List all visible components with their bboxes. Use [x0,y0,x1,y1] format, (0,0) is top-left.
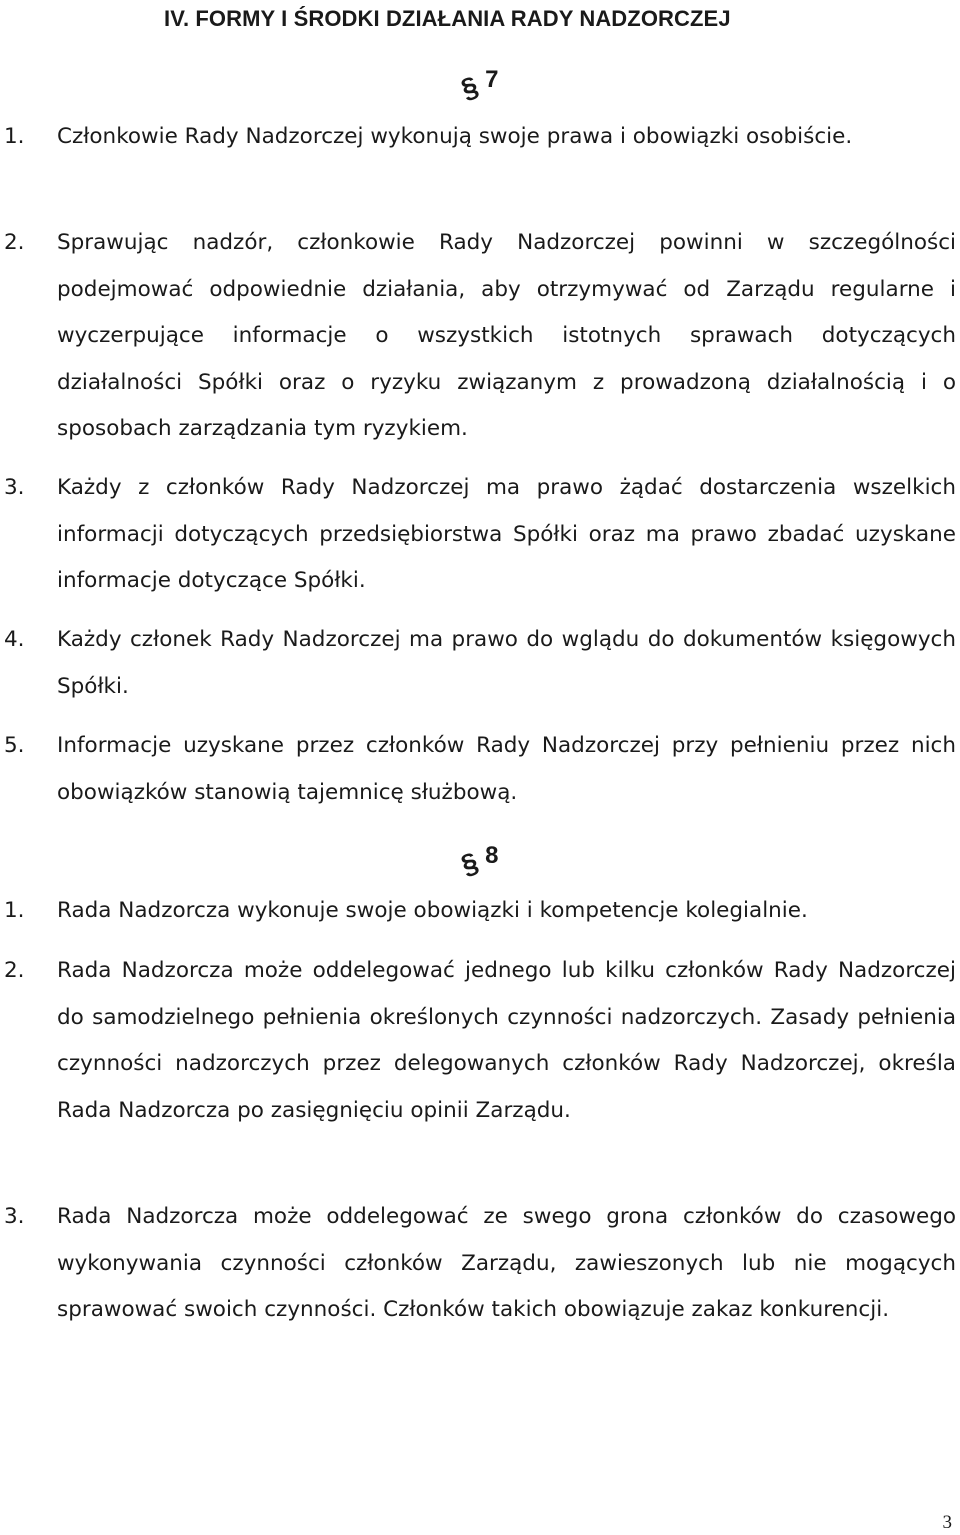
paragraph-text: Każdy z członków Rady Nadzorczej ma prawo żądać dostarczenia wszelkich informacji dotyczących przedsiębiorstwa Spółki oraz ma prawo zbadać uzyskane informacje dotyczące Spółki. [57,475,956,593]
paragraph-7-4 [0,617,956,710]
paragraph-7-2 [0,220,956,453]
paragraph-number: 3. [4,1204,25,1229]
paragraph-text: Rada Nadzorcza może oddelegować ze swego grona członków do czasowego wykonywania czynności członków Zarządu, zawieszonych lub nie mogących sprawować swoich czynności. Członków takich obowiązuje zakaz konkurencji. [57,1204,956,1322]
paragraph-number: 2. [4,230,25,255]
paragraph-7-1 [0,114,956,161]
paragraph-8-3 [0,1194,956,1334]
section-heading-8 [0,838,960,881]
paragraph-text: Sprawując nadzór, członkowie Rady Nadzorczej powinni w szczególności podejmować odpowiednie działania, aby otrzymywać od Zarządu regularne i wyczerpujące informacje o wszystkich istotnych sprawach dotyczących działalności Spółki oraz o ryzyku związanym z prowadzoną działalnością i o sposobach zarządzania tym ryzykiem. [57,230,956,441]
paragraph-text: Każdy członek Rady Nadzorczej ma prawo do wglądu do dokumentów księgowych Spółki. [57,627,956,699]
section-number: 8 [485,842,499,869]
section-symbol: § [456,70,482,105]
section-symbol: § [456,846,482,881]
paragraph-text: Rada Nadzorcza może oddelegować jednego lub kilku członków Rady Nadzorczej do samodzielnego pełnienia określonych czynności nadzorczych. Zasady pełnienia czynności nadzorczych przez delegowanych członków Rady Nadzorczej, określa Rada Nadzorcza po zasięgnięciu opinii Zarządu. [57,958,956,1123]
paragraph-7-5 [0,723,956,816]
paragraph-number: 2. [4,958,25,983]
paragraph-number: 3. [4,475,25,500]
paragraph-text: Informacje uzyskane przez członków Rady Nadzorczej przy pełnieniu przez nich obowiązków stanowią tajemnicę służbową. [57,733,956,805]
paragraph-text: Członkowie Rady Nadzorczej wykonują swoje prawa i obowiązki osobiście. [57,124,853,149]
paragraph-8-1 [0,888,956,935]
paragraph-8-2 [0,948,956,1134]
section-number: 7 [485,66,499,93]
section-heading-7 [0,62,960,105]
paragraph-7-3 [0,465,956,605]
paragraph-text: Rada Nadzorcza wykonuje swoje obowiązki i kompetencje kolegialnie. [57,898,808,923]
chapter-title: IV. FORMY I ŚRODKI DZIAŁANIA RADY NADZORCZEJ [164,6,731,31]
paragraph-number: 4. [4,627,25,652]
paragraph-number: 1. [4,898,25,923]
page-number: 3 [942,1512,952,1533]
paragraph-number: 5. [4,733,25,758]
paragraph-number: 1. [4,124,25,149]
